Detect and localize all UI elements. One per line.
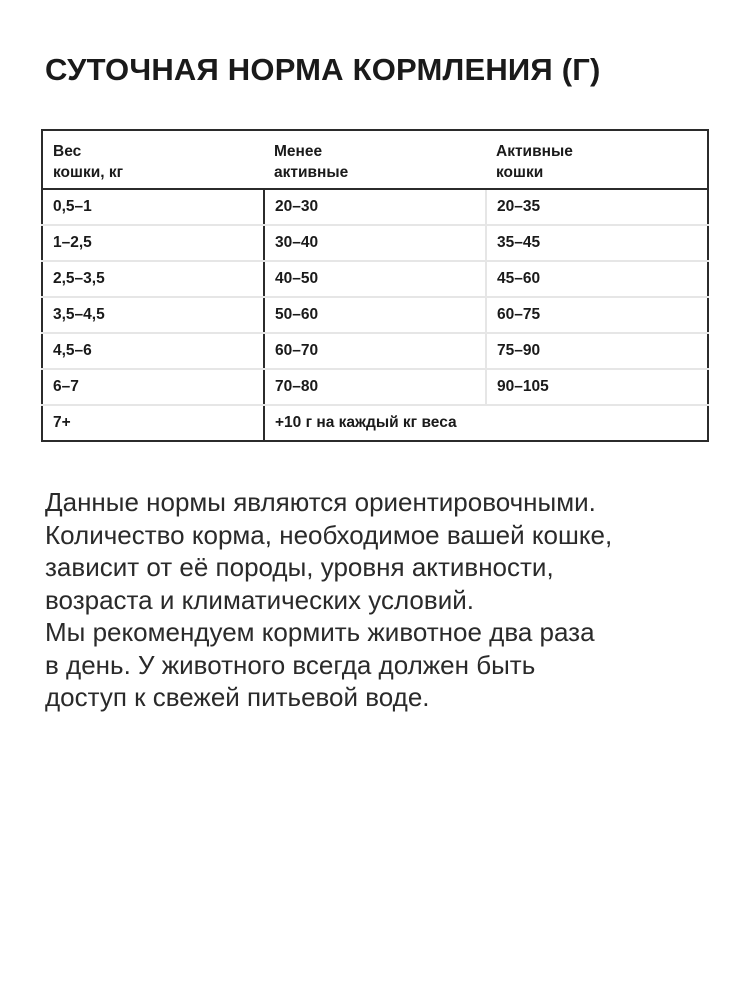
- description-line: в день. У животного всегда должен быть: [45, 649, 536, 680]
- header-weight: Вес кошки, кг: [42, 130, 264, 189]
- table-row: [42, 189, 708, 225]
- description-line: Мы рекомендуем кормить животное два раза: [45, 617, 595, 647]
- active-cell: 35–45: [486, 225, 708, 261]
- table-row-last: [42, 405, 708, 441]
- description-line: Количество корма, необходимое вашей кошке,: [45, 519, 613, 550]
- table-row: [42, 225, 708, 261]
- extra-weight-note: +10 г на каждый кг веса: [275, 414, 457, 431]
- active-cell: 75–90: [486, 333, 708, 369]
- description-line: доступ к свежей питьевой воде.: [45, 682, 430, 712]
- table-row: [42, 261, 708, 297]
- feeding-description: [45, 486, 725, 714]
- table-header-row: [42, 130, 708, 189]
- header-active: Активные кошки: [486, 130, 708, 189]
- active-cell: 45–60: [486, 261, 708, 297]
- description-line: возраста и климатических условий.: [45, 584, 474, 615]
- description-line: зависит от её породы, уровня активности,: [45, 552, 554, 582]
- less-active-cell: 40–50: [264, 261, 486, 297]
- weight-cell: 2,5–3,5: [42, 261, 264, 297]
- table-row: [42, 333, 708, 369]
- header-less-active: Менее активные: [264, 130, 486, 189]
- table-row: [42, 297, 708, 333]
- active-cell: 90–105: [486, 369, 708, 405]
- active-cell: 20–35: [486, 189, 708, 225]
- weight-cell: 3,5–4,5: [42, 297, 264, 333]
- less-active-cell: 20–30: [264, 189, 486, 225]
- less-active-cell: 70–80: [264, 369, 486, 405]
- weight-cell: 6–7: [42, 369, 264, 405]
- description-line: Данные нормы являются ориентировочными.: [45, 487, 596, 517]
- weight-cell: 0,5–1: [42, 189, 264, 225]
- page-title: СУТОЧНАЯ НОРМА КОРМЛЕНИЯ (Г): [45, 52, 601, 87]
- table-row: [42, 369, 708, 405]
- feeding-table: [41, 129, 709, 442]
- less-active-cell: 50–60: [264, 297, 486, 333]
- less-active-cell: 60–70: [264, 333, 486, 369]
- less-active-cell: 30–40: [264, 225, 486, 261]
- weight-cell: 7+: [42, 405, 264, 441]
- weight-cell: 4,5–6: [42, 333, 264, 369]
- weight-cell: 1–2,5: [42, 225, 264, 261]
- active-cell: 60–75: [486, 297, 708, 333]
